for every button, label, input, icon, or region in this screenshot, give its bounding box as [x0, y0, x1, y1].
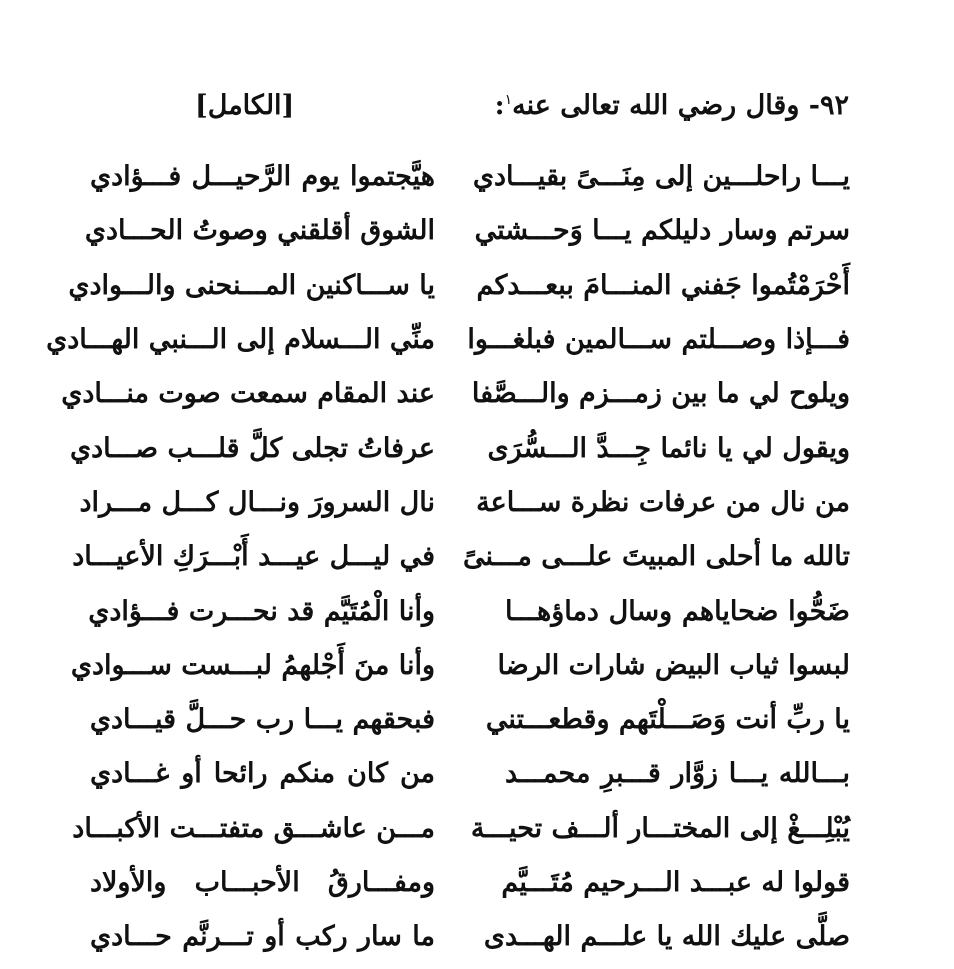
- poem-heading: [495, 86, 849, 126]
- verse-first-hemistich: ويقول لي يا نائما جِـــدَّ الـــسُّرَى: [487, 432, 850, 464]
- verse-second-hemistich: منِّي الـــسلام إلى الـــنبي الهـــادي: [46, 324, 435, 356]
- verse-second-hemistich: يا ســـاكنين المـــنحنى والـــوادي: [68, 269, 435, 301]
- verse-10: [70, 639, 850, 693]
- verse-6: [70, 421, 850, 475]
- verse-4: [46, 313, 850, 367]
- verse-first-hemistich: تالله ما أحلى المبيتَ علـــى مـــنىً: [463, 541, 850, 573]
- poetic-meter-label: [الكامل]: [195, 90, 295, 121]
- verse-second-hemistich: عرفاتُ تجلى كلَّ قلـــب صـــادي: [70, 432, 435, 464]
- verse-7: [79, 476, 850, 530]
- verse-second-hemistich: الشوق أقلقني وصوتُ الحـــادي: [84, 215, 435, 247]
- verse-second-hemistich: عند المقام سمعت صوت منـــادي: [61, 378, 435, 410]
- verse-second-hemistich: هيَّجتموا يوم الرَّحيـــل فـــؤادي: [90, 161, 435, 193]
- heading-colon: :: [494, 90, 505, 121]
- verse-15: [90, 910, 850, 964]
- verse-second-hemistich: وأنا الْمُتَيَّم قد نحـــرت فـــؤادي: [88, 595, 435, 627]
- verse-first-hemistich: سرتم وسار دليلكم يـــا وَحـــشتي: [474, 215, 850, 247]
- verse-second-hemistich: مـــن عاشـــق متفتـــت الأكبـــاد: [72, 812, 435, 844]
- verse-first-hemistich: يا ربِّ أنت وَصَـــلْتَهم وقطعـــتني: [485, 704, 850, 736]
- verse-first-hemistich: من نال من عرفات نظرة ســـاعة: [476, 486, 850, 518]
- verse-first-hemistich: يُبْلِـــغْ إلى المختـــار ألـــف تحيـــة: [470, 812, 850, 844]
- verse-first-hemistich: صلَّى عليك الله يا علـــم الهـــدى: [483, 921, 850, 953]
- verse-first-hemistich: يـــا راحلـــين إلى مِنَـــىً بقيـــادي: [472, 161, 850, 193]
- verse-8: [72, 530, 850, 584]
- verse-5: [61, 367, 850, 421]
- verse-13: [72, 802, 850, 856]
- poem-verses: [46, 150, 850, 964]
- verse-first-hemistich: ويلوح لي ما بين زمـــزم والـــصَّفا: [471, 378, 850, 410]
- footnote-marker[interactable]: ١: [504, 92, 513, 108]
- verse-second-hemistich: في ليـــل عيـــد أَبْـــرَكِ الأعيـــاد: [72, 541, 435, 573]
- verse-second-hemistich: من كان منكم رائحا أو غـــادي: [90, 758, 435, 790]
- verse-1: [90, 150, 850, 204]
- verse-second-hemistich: ما سار ركب أو تـــرنَّم حـــادي: [90, 921, 435, 953]
- verse-second-hemistich: ومفـــارقُ الأحبـــاب والأولاد: [90, 867, 435, 898]
- verse-second-hemistich: نال السرورَ ونـــال كـــل مـــراد: [79, 486, 435, 518]
- verse-9: [90, 584, 850, 638]
- verse-11: [90, 693, 850, 747]
- verse-second-hemistich: فبحقهم يـــا رب حـــلَّ قيـــادي: [89, 704, 435, 736]
- poem-title: ٩٢- وقال رضي الله تعالى عنه: [512, 90, 849, 121]
- verse-first-hemistich: لبسوا ثياب البيض شارات الرضا: [497, 649, 850, 681]
- verse-3: [68, 259, 850, 313]
- verse-first-hemistich: ضَحُّوا ضحاياهم وسال دماؤهـــا: [505, 595, 850, 627]
- verse-first-hemistich: قولوا له عبـــد الـــرحيم مُتَـــيَّم: [501, 867, 850, 898]
- verse-first-hemistich: فـــإذا وصـــلتم ســـالمين فبلغـــوا: [467, 324, 850, 356]
- verse-14: [90, 856, 850, 910]
- verse-first-hemistich: بـــالله يـــا زوَّار قـــبرِ محمـــد: [505, 758, 850, 790]
- verse-12: [90, 747, 850, 801]
- verse-first-hemistich: أَحْرَمْتُموا جَفني المنـــامَ ببعـــدكم: [476, 269, 850, 301]
- verse-second-hemistich: وأنا منَ أَجْلهمُ لبـــست ســـوادي: [70, 649, 435, 681]
- verse-2: [84, 204, 850, 258]
